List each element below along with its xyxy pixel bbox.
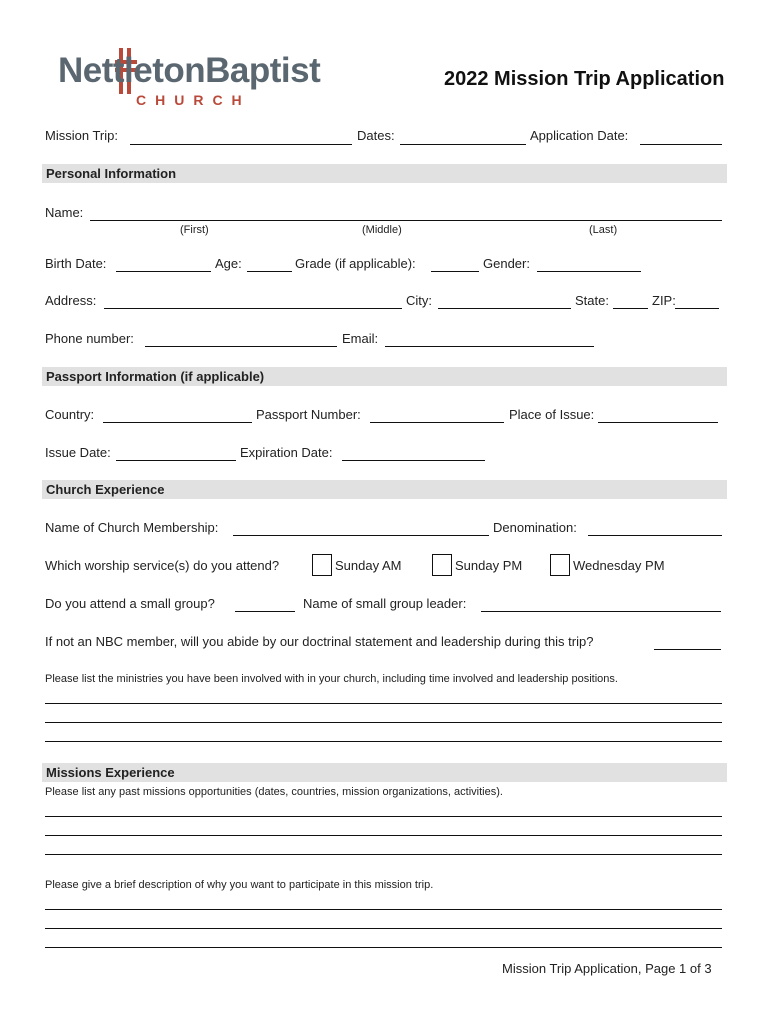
- worship-question: Which worship service(s) do you attend?: [45, 558, 280, 573]
- first-name-caption: (First): [180, 224, 209, 236]
- sunday-am-checkbox[interactable]: [312, 554, 332, 576]
- birth-date-label: Birth Date:: [45, 256, 107, 271]
- phone-label: Phone number:: [45, 331, 134, 346]
- church-membership-label: Name of Church Membership:: [45, 520, 219, 535]
- address-field[interactable]: [104, 294, 402, 309]
- ministries-line-1[interactable]: [45, 703, 722, 704]
- nbc-answer-field[interactable]: [654, 635, 721, 650]
- address-label: Address:: [45, 293, 97, 308]
- grade-field[interactable]: [431, 257, 479, 272]
- gender-label: Gender:: [483, 256, 530, 271]
- grade-label: Grade (if applicable):: [295, 256, 416, 271]
- past-missions-line-3[interactable]: [45, 854, 722, 855]
- application-date-field[interactable]: [640, 130, 722, 145]
- city-label: City:: [406, 293, 432, 308]
- passport-info-heading: Passport Information (if applicable): [42, 367, 727, 386]
- small-group-leader-field[interactable]: [481, 597, 721, 612]
- age-field[interactable]: [247, 257, 292, 272]
- gender-field[interactable]: [537, 257, 641, 272]
- phone-field[interactable]: [145, 332, 337, 347]
- church-membership-field[interactable]: [233, 521, 489, 536]
- wednesday-pm-checkbox[interactable]: [550, 554, 570, 576]
- wednesday-pm-label: Wednesday PM: [573, 558, 665, 573]
- past-missions-prompt: Please list any past missions opportunities (dates, countries, mission organizations, activities).: [45, 786, 503, 798]
- missions-experience-heading: Missions Experience: [42, 763, 727, 782]
- logo-church: CHURCH: [136, 92, 251, 108]
- name-label: Name:: [45, 205, 84, 220]
- sunday-am-label: Sunday AM: [335, 558, 402, 573]
- why-line-3[interactable]: [45, 947, 722, 948]
- middle-name-caption: (Middle): [362, 224, 402, 236]
- zip-label: ZIP:: [652, 293, 676, 308]
- state-field[interactable]: [613, 294, 648, 309]
- nbc-question: If not an NBC member, will you abide by our doctrinal statement and leadership during this trip?: [45, 634, 594, 649]
- past-missions-line-2[interactable]: [45, 835, 722, 836]
- city-field[interactable]: [438, 294, 571, 309]
- place-of-issue-label: Place of Issue:: [509, 407, 595, 422]
- why-line-1[interactable]: [45, 909, 722, 910]
- small-group-leader-label: Name of small group leader:: [303, 596, 467, 611]
- country-field[interactable]: [103, 408, 252, 423]
- page-footer: Mission Trip Application, Page 1 of 3: [502, 961, 712, 976]
- why-participate-prompt: Please give a brief description of why you want to participate in this mission trip.: [45, 879, 434, 891]
- passport-number-label: Passport Number:: [256, 407, 361, 422]
- application-date-label: Application Date:: [530, 128, 629, 143]
- logo-name: NettletonBaptist: [58, 51, 321, 90]
- why-line-2[interactable]: [45, 928, 722, 929]
- zip-field[interactable]: [675, 294, 719, 309]
- ministries-line-2[interactable]: [45, 722, 722, 723]
- ministries-prompt: Please list the ministries you have been involved with in your church, including time involved and leadership positions.: [45, 673, 618, 685]
- mission-trip-field[interactable]: [130, 130, 352, 145]
- page-title: 2022 Mission Trip Application: [444, 68, 725, 90]
- church-experience-heading: Church Experience: [42, 480, 727, 499]
- ministries-line-3[interactable]: [45, 741, 722, 742]
- passport-number-field[interactable]: [370, 408, 504, 423]
- personal-info-heading: Personal Information: [42, 164, 727, 183]
- issue-date-label: Issue Date:: [45, 445, 111, 460]
- sunday-pm-checkbox[interactable]: [432, 554, 452, 576]
- past-missions-line-1[interactable]: [45, 816, 722, 817]
- state-label: State:: [575, 293, 609, 308]
- country-label: Country:: [45, 407, 95, 422]
- small-group-field[interactable]: [235, 597, 295, 612]
- dates-field[interactable]: [400, 130, 526, 145]
- age-label: Age:: [215, 256, 242, 271]
- denomination-label: Denomination:: [493, 520, 577, 535]
- issue-date-field[interactable]: [116, 446, 236, 461]
- expiration-date-label: Expiration Date:: [240, 445, 333, 460]
- name-field[interactable]: [90, 206, 722, 221]
- dates-label: Dates:: [357, 128, 395, 143]
- expiration-date-field[interactable]: [342, 446, 485, 461]
- email-field[interactable]: [385, 332, 594, 347]
- sunday-pm-label: Sunday PM: [455, 558, 523, 573]
- email-label: Email:: [342, 331, 379, 346]
- mission-trip-label: Mission Trip:: [45, 128, 118, 143]
- small-group-label: Do you attend a small group?: [45, 596, 215, 611]
- place-of-issue-field[interactable]: [598, 408, 718, 423]
- church-logo: [58, 52, 328, 108]
- last-name-caption: (Last): [589, 224, 618, 236]
- birth-date-field[interactable]: [116, 257, 211, 272]
- denomination-field[interactable]: [588, 521, 722, 536]
